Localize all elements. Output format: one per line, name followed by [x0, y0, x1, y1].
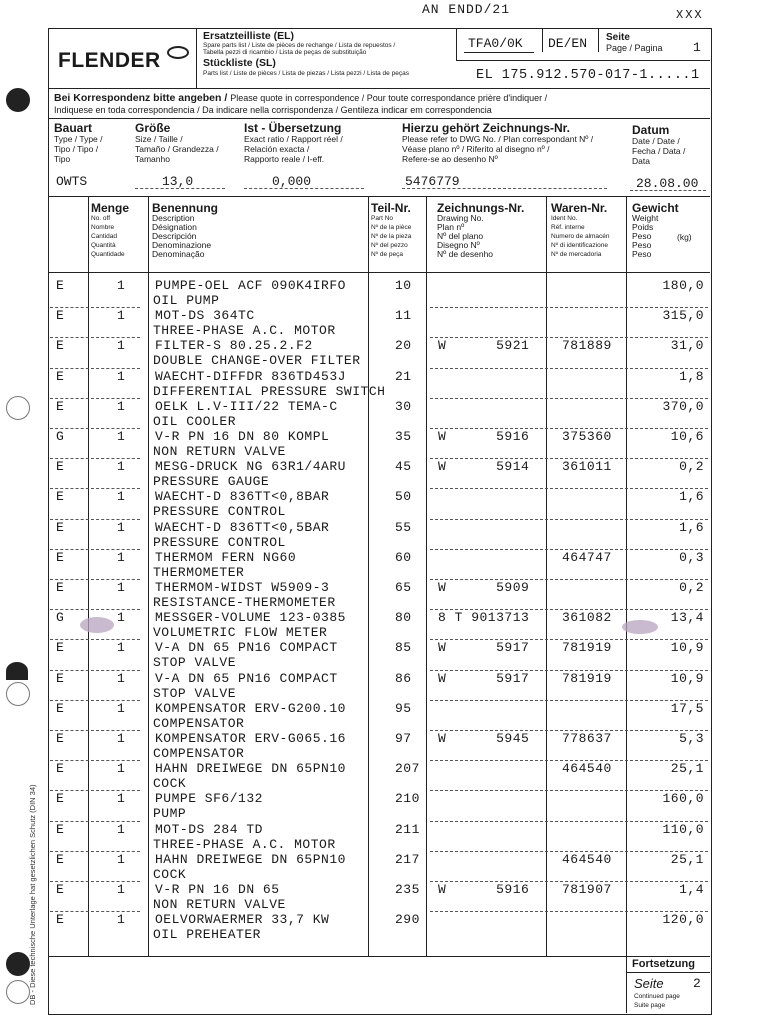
- top-stamp: AN ENDD/21: [422, 2, 511, 17]
- row-separator: [430, 911, 708, 912]
- row-part-number: 60: [395, 549, 412, 565]
- row-description: STOP VALVE: [153, 685, 237, 701]
- row-weight: 110,0: [662, 821, 704, 837]
- row-quantity: 1: [117, 670, 126, 686]
- row-separator: [430, 881, 708, 882]
- ist-sub-3: Rapporto reale / I-eff.: [244, 154, 325, 164]
- zeichnungs-nr-sub-4: Disegno Nº: [437, 240, 480, 250]
- ist-sub-2: Relación exacta /: [244, 144, 310, 154]
- row-description: COMPENSATOR: [153, 746, 245, 761]
- row-separator: [50, 488, 140, 489]
- row-name: WAECHT-D 836TT<0,8BAR: [155, 489, 330, 505]
- zeichnungs-nr-header: Zeichnungs-Nr.: [437, 201, 525, 215]
- bauart-sub-1: Type / Type /: [54, 134, 103, 144]
- ist-sub-1: Exact ratio / Rapport réel /: [244, 134, 343, 144]
- row-item-number: 361082: [562, 610, 612, 626]
- row-separator: [50, 760, 140, 761]
- bauart-header: Bauart: [54, 121, 93, 135]
- row-separator: [430, 670, 708, 671]
- zeichnungs-nr-sub-1: Drawing No.: [437, 213, 484, 223]
- bauart-value: OWTS: [56, 174, 88, 189]
- row-drawing-number: 8 T 9013713: [438, 610, 530, 626]
- sl-subtitle: Parts list / Liste de pièces / Lista de piezas / Lista pezzi / Lista de peças: [203, 70, 409, 77]
- row-separator: [430, 428, 708, 429]
- datum-sub-3: Data: [632, 156, 650, 166]
- row-name: KOMPENSATOR ERV-G200.10: [155, 700, 346, 716]
- row-separator: [50, 911, 140, 912]
- row-name: KOMPENSATOR ERV-G065.16: [155, 731, 346, 746]
- punch-hole: [6, 662, 28, 680]
- row-quantity: 1: [117, 549, 126, 565]
- row-part-number: 235: [395, 882, 420, 897]
- next-page-number: 2: [693, 976, 701, 991]
- row-part-number: 65: [395, 580, 412, 595]
- row-name: MOT-DS 284 TD: [155, 821, 263, 837]
- row-quantity: 1: [117, 429, 126, 444]
- benennung-sub-1: Description: [152, 213, 195, 223]
- row-separator: [430, 821, 708, 822]
- row-code: E: [56, 519, 65, 535]
- row-item-number: 464540: [562, 851, 612, 867]
- menge-sub-1: No. off: [91, 215, 111, 222]
- row-part-number: 95: [395, 700, 412, 716]
- row-description: VOLUMETRIC FLOW METER: [153, 625, 328, 641]
- row-separator: [50, 428, 140, 429]
- side-legal-note: DB - Diese technische Unterlage hat gesetzlichen Schutz (DIN 34): [28, 784, 37, 1005]
- row-separator: [430, 730, 708, 731]
- datum-sub-2: Fecha / Data /: [632, 146, 686, 156]
- row-quantity: 1: [117, 640, 126, 656]
- waren-sub-1: Ident No.: [551, 215, 578, 222]
- row-item-number: 781919: [562, 640, 612, 656]
- row-separator: [430, 337, 708, 338]
- teil-sub-5: Nº de peça: [371, 251, 404, 258]
- row-item-number: 778637: [562, 731, 612, 746]
- row-quantity: 1: [117, 700, 126, 716]
- row-weight: 315,0: [662, 308, 704, 324]
- row-part-number: 30: [395, 398, 412, 414]
- row-part-number: 11: [395, 308, 412, 324]
- top-right-mark: XXX: [676, 8, 704, 22]
- ist-header: Ist - Übersetzung: [244, 121, 342, 135]
- row-name: FILTER-S 80.25.2.F2: [155, 338, 313, 354]
- row-weight: 370,0: [662, 398, 704, 414]
- row-weight: 0,3: [679, 549, 704, 565]
- row-part-number: 80: [395, 610, 412, 626]
- row-item-number: 464540: [562, 761, 612, 777]
- row-name: WAECHT-D 836TT<0,5BAR: [155, 519, 330, 535]
- logo-mark-icon: [167, 46, 189, 59]
- row-code: G: [56, 429, 65, 444]
- el-number: EL 175.912.570-017-1.....1: [476, 68, 700, 83]
- row-name: HAHN DREIWEGE DN 65PN10: [155, 761, 346, 777]
- row-code: E: [56, 670, 65, 686]
- row-description: OIL PREHEATER: [153, 927, 261, 943]
- row-code: E: [56, 368, 65, 384]
- row-quantity: 1: [117, 580, 126, 595]
- row-separator: [50, 670, 140, 671]
- row-name: OELK L.V-III/22 TEMA-C: [155, 398, 338, 414]
- row-code: E: [56, 580, 65, 595]
- row-quantity: 1: [117, 610, 126, 626]
- row-code: E: [56, 700, 65, 716]
- waren-sub-4: Nº di identificazione: [551, 242, 608, 249]
- row-weight: 17,5: [670, 700, 704, 716]
- row-separator: [430, 639, 708, 640]
- row-weight: 1,6: [679, 489, 704, 505]
- punch-hole: [6, 682, 30, 706]
- row-name: V-R PN 16 DN 65: [155, 882, 280, 897]
- row-description: PUMP: [153, 806, 187, 822]
- datum-header: Datum: [632, 123, 670, 137]
- row-separator: [430, 790, 708, 791]
- logo-text: FLENDER: [58, 49, 161, 72]
- row-quantity: 1: [117, 398, 126, 414]
- row-part-number: 207: [395, 761, 420, 777]
- row-quantity: 1: [117, 761, 126, 777]
- correspondence-line-1: [54, 92, 547, 104]
- row-code: E: [56, 761, 65, 777]
- row-name: PUMPE SF6/132: [155, 791, 263, 807]
- row-description: STOP VALVE: [153, 655, 237, 671]
- row-quantity: 1: [117, 912, 126, 928]
- row-separator: [430, 458, 708, 459]
- row-part-number: 85: [395, 640, 412, 656]
- correspondence-bold: Bei Korrespondenz bitte angeben /: [54, 92, 228, 104]
- zeichnung-sub-1: Please refer to DWG No. / Plan correspondant Nº /: [402, 134, 594, 144]
- row-part-number: 20: [395, 338, 412, 354]
- correspondence-text: Please quote in correspondence / Pour toute correspondance prière d'indiquer /: [230, 93, 548, 103]
- menge-sub-3: Cantidad: [91, 233, 118, 240]
- row-drawing-number: W 5921: [438, 338, 530, 354]
- row-quantity: 1: [117, 338, 126, 354]
- row-name: WAECHT-DIFFDR 836TD453J: [155, 368, 346, 384]
- row-quantity: 1: [117, 278, 126, 293]
- row-separator: [430, 851, 708, 852]
- row-weight: 0,2: [679, 459, 704, 475]
- el-subtitle-1: Spare parts list / Liste de pièces de rechange / Lista de repuestos /: [203, 42, 396, 49]
- row-part-number: 210: [395, 791, 420, 807]
- next-page-label: Seite: [634, 976, 664, 991]
- row-description: THERMOMETER: [153, 564, 245, 580]
- zeichnung-sub-3: Refere-se ao desenho Nº: [402, 154, 498, 164]
- waren-header: Waren-Nr.: [551, 201, 608, 215]
- teil-sub-1: Part No: [371, 215, 394, 222]
- teil-sub-2: Nº de la pièce: [371, 224, 412, 231]
- groesse-value: 13,0: [162, 174, 194, 189]
- groesse-sub-1: Size / Taille /: [135, 134, 183, 144]
- row-separator: [430, 488, 708, 489]
- row-drawing-number: W 5916: [438, 429, 530, 444]
- row-separator: [430, 398, 708, 399]
- gewicht-sub-2: Poids: [632, 222, 654, 232]
- row-code: E: [56, 882, 65, 897]
- punch-hole: [6, 396, 30, 420]
- row-description: DIFFERENTIAL PRESSURE SWITCH: [153, 383, 386, 399]
- teil-sub-3: Nº de la pieza: [371, 233, 412, 240]
- row-description: COMPENSATOR: [153, 715, 245, 731]
- row-part-number: 45: [395, 459, 412, 475]
- row-quantity: 1: [117, 731, 126, 746]
- row-description: PRESSURE CONTROL: [153, 534, 286, 550]
- row-code: E: [56, 278, 65, 293]
- row-separator: [50, 458, 140, 459]
- row-quantity: 1: [117, 519, 126, 535]
- row-name: V-A DN 65 PN16 COMPACT: [155, 670, 338, 686]
- row-separator: [50, 730, 140, 731]
- suite-page-text: Suite page: [634, 1002, 666, 1009]
- row-item-number: 361011: [562, 459, 612, 475]
- groesse-header: Größe: [135, 121, 171, 135]
- bauart-sub-3: Tipo: [54, 154, 71, 164]
- datum-value: 28.08.00: [636, 176, 699, 191]
- row-separator: [50, 851, 140, 852]
- row-quantity: 1: [117, 459, 126, 475]
- row-code: E: [56, 489, 65, 505]
- ink-smudge: [622, 620, 658, 634]
- row-weight: 10,6: [670, 429, 704, 444]
- row-weight: 10,9: [670, 640, 704, 656]
- row-separator: [50, 821, 140, 822]
- row-part-number: 217: [395, 851, 420, 867]
- row-item-number: 781919: [562, 670, 612, 686]
- row-description: PRESSURE GAUGE: [153, 474, 270, 490]
- teil-header: Teil-Nr.: [371, 201, 411, 215]
- row-part-number: 290: [395, 912, 420, 928]
- row-description: PRESSURE CONTROL: [153, 504, 286, 520]
- row-separator: [50, 549, 140, 550]
- row-quantity: 1: [117, 882, 126, 897]
- row-name: OELVORWAERMER 33,7 KW: [155, 912, 330, 928]
- waren-sub-3: Numero de almacén: [551, 233, 610, 240]
- row-code: E: [56, 791, 65, 807]
- row-part-number: 35: [395, 429, 412, 444]
- zeichnungs-nr-sub-3: Nº del plano: [437, 231, 484, 241]
- gewicht-sub-1: Weight: [632, 213, 659, 223]
- row-code: E: [56, 338, 65, 354]
- row-separator: [430, 579, 708, 580]
- row-quantity: 1: [117, 791, 126, 807]
- row-quantity: 1: [117, 489, 126, 505]
- row-drawing-number: W 5917: [438, 640, 530, 656]
- row-weight: 10,9: [670, 670, 704, 686]
- row-item-number: 375360: [562, 429, 612, 444]
- row-code: E: [56, 459, 65, 475]
- row-description: OIL COOLER: [153, 413, 237, 429]
- continuation-label: Fortsetzung: [632, 958, 695, 970]
- menge-sub-2: Nombre: [91, 224, 115, 231]
- gewicht-sub-3: Peso: [632, 231, 652, 241]
- row-name: HAHN DREIWEGE DN 65PN10: [155, 851, 346, 867]
- row-part-number: 86: [395, 670, 412, 686]
- row-quantity: 1: [117, 851, 126, 867]
- row-code: E: [56, 851, 65, 867]
- row-description: OIL PUMP: [153, 293, 220, 308]
- row-drawing-number: W 5914: [438, 459, 530, 475]
- gewicht-sub-5: Peso: [632, 249, 652, 259]
- menge-header: Menge: [91, 201, 130, 215]
- menge-sub-4: Quantità: [91, 242, 116, 249]
- row-separator: [50, 519, 140, 520]
- row-quantity: 1: [117, 308, 126, 324]
- gewicht-unit: (kg): [677, 232, 692, 242]
- benennung-sub-3: Descripción: [152, 231, 197, 241]
- row-drawing-number: W 5909: [438, 580, 530, 595]
- row-code: E: [56, 308, 65, 324]
- el-subtitle-2: Tabella pezzi di ricambio / Lista de peças de substituição: [203, 49, 367, 56]
- row-description: COCK: [153, 776, 187, 792]
- gewicht-header: Gewicht: [632, 201, 679, 215]
- row-name: V-A DN 65 PN16 COMPACT: [155, 640, 338, 656]
- row-weight: 1,6: [679, 519, 704, 535]
- zeichnung-sub-2: Véase plano nº / Riferito al disegno nº /: [402, 144, 550, 154]
- zeichnungs-nr-sub-2: Plan nº: [437, 222, 465, 232]
- row-code: E: [56, 398, 65, 414]
- row-code: E: [56, 731, 65, 746]
- correspondence-line-2: Indiquese en toda correspondencia / Da indicare nella corrispondenza / Gentileza indicar em correspondencia: [54, 105, 492, 115]
- row-description: THREE-PHASE A.C. MOTOR: [153, 323, 336, 339]
- row-description: COCK: [153, 866, 187, 882]
- row-code: G: [56, 610, 65, 626]
- row-part-number: 55: [395, 519, 412, 535]
- teil-sub-4: Nº del pezzo: [371, 242, 408, 249]
- row-weight: 5,3: [679, 731, 704, 746]
- row-code: E: [56, 549, 65, 565]
- ink-smudge: [80, 617, 114, 633]
- punch-hole: [6, 88, 30, 112]
- row-name: MOT-DS 364TC: [155, 308, 255, 324]
- language-code: DE/EN: [548, 36, 588, 51]
- row-weight: 120,0: [662, 912, 704, 928]
- row-drawing-number: W 5916: [438, 882, 530, 897]
- ist-value: 0,000: [272, 174, 312, 189]
- row-item-number: 781889: [562, 338, 612, 354]
- row-part-number: 97: [395, 731, 412, 746]
- row-part-number: 10: [395, 278, 412, 293]
- row-item-number: 464747: [562, 549, 612, 565]
- row-separator: [430, 700, 708, 701]
- row-weight: 1,8: [679, 368, 704, 384]
- waren-sub-2: Réf. interne: [551, 224, 585, 231]
- row-separator: [50, 700, 140, 701]
- benennung-sub-2: Désignation: [152, 222, 197, 232]
- row-weight: 25,1: [670, 851, 704, 867]
- row-separator: [50, 368, 140, 369]
- row-code: E: [56, 912, 65, 928]
- continued-page-text: Continued page: [634, 993, 680, 1000]
- row-weight: 25,1: [670, 761, 704, 777]
- row-weight: 31,0: [670, 338, 704, 354]
- row-separator: [430, 549, 708, 550]
- row-separator: [50, 881, 140, 882]
- row-name: V-R PN 16 DN 80 KOMPL: [155, 429, 330, 444]
- row-description: DOUBLE CHANGE-OVER FILTER: [153, 353, 361, 369]
- punch-hole: [6, 952, 30, 976]
- row-drawing-number: W 5917: [438, 670, 530, 686]
- row-weight: 1,4: [679, 882, 704, 897]
- menge-sub-5: Quantidade: [91, 251, 125, 258]
- row-separator: [430, 368, 708, 369]
- row-weight: 160,0: [662, 791, 704, 807]
- row-weight: 180,0: [662, 278, 704, 293]
- row-description: RESISTANCE-THERMOMETER: [153, 595, 336, 610]
- row-name: THERMOM FERN NG60: [155, 549, 297, 565]
- row-description: NON RETURN VALVE: [153, 444, 286, 459]
- benennung-header: Benennung: [152, 201, 218, 215]
- row-separator: [50, 639, 140, 640]
- row-separator: [50, 790, 140, 791]
- row-separator: [50, 307, 140, 308]
- row-code: E: [56, 640, 65, 656]
- row-item-number: 781907: [562, 882, 612, 897]
- gewicht-sub-4: Peso: [632, 240, 652, 250]
- row-quantity: 1: [117, 821, 126, 837]
- row-description: NON RETURN VALVE: [153, 897, 286, 912]
- row-separator: [50, 337, 140, 338]
- sl-title: Stückliste (SL): [203, 57, 276, 69]
- zeichnungs-nr-sub-5: Nº de desenho: [437, 249, 494, 259]
- row-separator: [430, 307, 708, 308]
- page-sublabel: Page / Pagina: [606, 43, 663, 53]
- row-separator: [50, 398, 140, 399]
- page-label: Seite: [606, 32, 630, 43]
- el-title: Ersatzteilliste (EL): [203, 30, 295, 42]
- zeichnung-value: 5476779: [405, 174, 460, 189]
- page-number: 1: [693, 40, 701, 55]
- row-drawing-number: W 5945: [438, 731, 530, 746]
- row-separator: [50, 579, 140, 580]
- row-name: MESSGER-VOLUME 123-0385: [155, 610, 346, 626]
- row-name: PUMPE-OEL ACF 090K4IRFO: [155, 278, 346, 293]
- row-part-number: 50: [395, 489, 412, 505]
- row-quantity: 1: [117, 368, 126, 384]
- datum-sub-1: Date / Date /: [632, 136, 680, 146]
- row-part-number: 21: [395, 368, 412, 384]
- doc-code: TFA0/0K: [468, 36, 523, 51]
- row-separator: [430, 760, 708, 761]
- benennung-sub-5: Denominação: [152, 249, 205, 259]
- bauart-sub-2: Tipo / Tipo /: [54, 144, 99, 154]
- row-separator: [430, 609, 708, 610]
- row-part-number: 211: [395, 821, 420, 837]
- waren-sub-5: Nº de mercadoria: [551, 251, 602, 258]
- row-separator: [430, 519, 708, 520]
- punch-hole: [6, 980, 30, 1004]
- row-description: THREE-PHASE A.C. MOTOR: [153, 836, 336, 852]
- row-separator: [50, 609, 140, 610]
- row-name: MESG-DRUCK NG 63R1/4ARU: [155, 459, 346, 475]
- row-name: THERMOM-WIDST W5909-3: [155, 580, 330, 595]
- zeichnung-header: Hierzu gehört Zeichnungs-Nr.: [402, 121, 571, 135]
- flender-logo: [58, 46, 189, 73]
- row-weight: 13,4: [670, 610, 704, 626]
- groesse-sub-3: Tamanho: [135, 154, 170, 164]
- row-weight: 0,2: [679, 580, 704, 595]
- benennung-sub-4: Denominazione: [152, 240, 212, 250]
- row-code: E: [56, 821, 65, 837]
- groesse-sub-2: Tamaño / Grandezza /: [135, 144, 219, 154]
